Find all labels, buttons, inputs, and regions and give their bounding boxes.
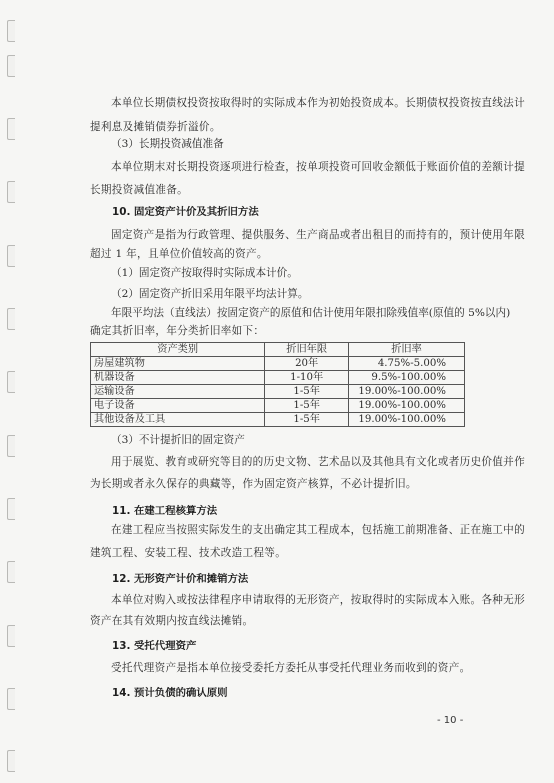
binding-hole [7, 688, 15, 710]
section-heading-11: 11. 在建工程核算方法 [112, 505, 218, 517]
table-row [91, 385, 465, 399]
table-cell-life: 20年 [265, 357, 349, 371]
binding-hole [7, 20, 15, 42]
table-header-asset-category: 资产类别 [91, 343, 265, 357]
table-cell-rate: 19.00%-100.00% [349, 413, 465, 427]
paragraph-impairment: 本单位期末对长期投资逐项进行检查，按单项投资可回收金额低于账面价值的差额计提 [111, 161, 525, 173]
paragraph-no-depreciation-cont: 为长期或者永久保存的典藏等，作为固定资产核算，不必计提折旧。 [90, 478, 417, 490]
page-number: - 10 - [437, 715, 464, 726]
subheading-fixed-assets-1: （1）固定资产按取得时实际成本计价。 [111, 267, 298, 279]
binding-hole [7, 181, 15, 203]
binding-hole [7, 435, 15, 457]
table-cell-life: 1-10年 [265, 371, 349, 385]
binding-holes [3, 0, 17, 783]
binding-hole [7, 308, 15, 330]
table-cell-category: 运输设备 [91, 385, 265, 399]
subheading-fixed-assets-2: （2）固定资产折旧采用年限平均法计算。 [111, 288, 309, 300]
paragraph-construction: 在建工程应当按照实际发生的支出确定其工程成本，包括施工前期准备、正在施工中的 [111, 524, 525, 536]
table-cell-rate: 19.00%-100.00% [349, 399, 465, 413]
binding-hole [7, 561, 15, 583]
section-heading-10: 10. 固定资产计价及其折旧方法 [112, 206, 259, 218]
paragraph-long-term-debt-investment: 本单位长期债权投资按取得时的实际成本作为初始投资成本。长期债权投资按直线法计 [111, 97, 525, 109]
table-row [91, 371, 465, 385]
table-cell-category: 房屋建筑物 [91, 357, 265, 371]
paragraph-intangible: 本单位对购入或按法律程序申请取得的无形资产，按取得时的实际成本入账。各种无形 [111, 594, 525, 606]
table-cell-category: 机器设备 [91, 371, 265, 385]
binding-hole [7, 750, 15, 772]
binding-hole [7, 625, 15, 647]
section-heading-12: 12. 无形资产计价和摊销方法 [112, 573, 249, 585]
table-cell-rate: 9.5%-100.00% [349, 371, 465, 385]
depreciation-table [90, 342, 465, 427]
binding-hole [7, 118, 15, 140]
paragraph-intangible-cont: 资产在其有效期内按直线法摊销。 [90, 615, 254, 627]
paragraph-no-depreciation: 用于展览、教育或研究等目的的历史文物、艺术品以及其他具有文化或者历史价值并作 [111, 456, 525, 468]
table-cell-life: 1-5年 [265, 413, 349, 427]
table-header-depreciation-rate: 折旧率 [349, 343, 465, 357]
binding-hole [7, 245, 15, 267]
table-header-useful-life: 折旧年限 [265, 343, 349, 357]
table-cell-category: 电子设备 [91, 399, 265, 413]
table-cell-category: 其他设备及工具 [91, 413, 265, 427]
section-heading-13: 13. 受托代理资产 [112, 640, 197, 652]
table-row [91, 399, 465, 413]
binding-hole [7, 55, 15, 77]
subheading-impairment: （3）长期投资减值准备 [111, 138, 224, 150]
table-cell-life: 1-5年 [265, 385, 349, 399]
subheading-fixed-assets-3: （3）不计提折旧的固定资产 [111, 434, 245, 446]
paragraph-construction-cont: 建筑工程、安装工程、技术改造工程等。 [90, 547, 287, 559]
section-heading-14: 14. 预计负债的确认原则 [112, 687, 228, 699]
table-row [91, 413, 465, 427]
paragraph-entrusted-assets: 受托代理资产是指本单位接受委托方委托从事受托代理业务而收到的资产。 [111, 662, 471, 674]
paragraph-straight-line-cont: 确定其折旧率，年分类折旧率如下： [90, 325, 265, 337]
paragraph-long-term-debt-investment-cont: 提利息及摊销债券折溢价。 [90, 121, 221, 133]
paragraph-straight-line: 年限平均法（直线法）按固定资产的原值和估计使用年限扣除残值率(原值的 5%以内) [111, 307, 511, 319]
table-row [91, 357, 465, 371]
table-cell-rate: 19.00%-100.00% [349, 385, 465, 399]
binding-hole [7, 371, 15, 393]
paragraph-impairment-cont: 长期投资减值准备。 [90, 184, 189, 196]
table-cell-rate: 4.75%-5.00% [349, 357, 465, 371]
paragraph-fixed-assets-definition-cont: 超过 1 年，且单位价值较高的资产。 [90, 248, 268, 260]
table-cell-life: 1-5年 [265, 399, 349, 413]
table-header-row [91, 343, 465, 357]
binding-hole [7, 498, 15, 520]
paragraph-fixed-assets-definition: 固定资产是指为行政管理、提供服务、生产商品或者出租目的而持有的，预计使用年限 [111, 229, 525, 241]
